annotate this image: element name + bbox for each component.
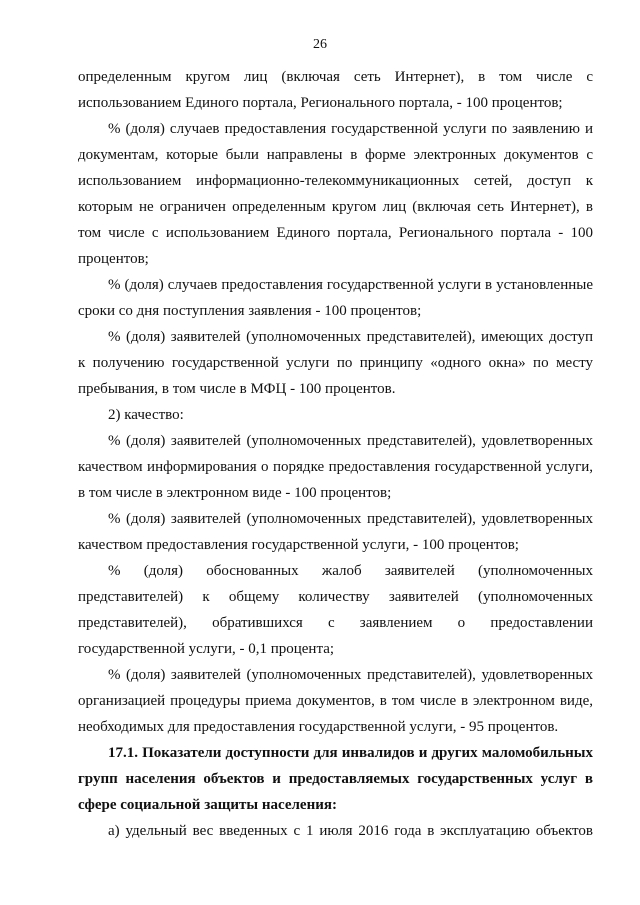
paragraph: % (доля) обоснованных жалоб заявителей (уполномоченных представителей) к общему количеству заявителей (уполномоченных представителей), обратившихся с заявлением о предоставлении государственной услуги, - 0,1 процента; bbox=[78, 563, 593, 657]
paragraph: % (доля) заявителей (уполномоченных представителей), удовлетворенных качеством предоставления государственной услуги, - 100 процентов; bbox=[78, 511, 593, 553]
page-number: 26 bbox=[313, 37, 327, 52]
paragraph: % (доля) заявителей (уполномоченных представителей), удовлетворенных организацией процедуры приема документов, в том числе в электронном виде, необходимых для предоставления государственной услуги, - 95 процентов. bbox=[78, 667, 593, 735]
paragraph: % (доля) случаев предоставления государственной услуги по заявлению и документам, которые были направлены в форме электронных документов с использованием информационно-телекоммуникационных сетей, доступ к которым не ограничен определенным кругом лиц (включая сеть Интернет), в том числе с использованием Единого портала, Регионального портала - 100 процентов; bbox=[78, 121, 593, 267]
document-body bbox=[78, 64, 593, 844]
paragraph: % (доля) заявителей (уполномоченных представителей), имеющих доступ к получению государственной услуги по принципу «одного окна» по месту пребывания, в том числе в МФЦ - 100 процентов. bbox=[78, 329, 593, 397]
paragraph: % (доля) случаев предоставления государственной услуги в установленные сроки со дня поступления заявления - 100 процентов; bbox=[78, 277, 593, 319]
paragraph: 2) качество: bbox=[108, 407, 184, 423]
paragraph: определенным кругом лиц (включая сеть Интернет), в том числе с использованием Единого портала, Регионального портала, - 100 процентов; bbox=[78, 69, 593, 111]
paragraph: % (доля) заявителей (уполномоченных представителей), удовлетворенных качеством информирования о порядке предоставления государственной услуги, в том числе в электронном виде - 100 процентов; bbox=[78, 433, 593, 501]
paragraph: а) удельный вес введенных с 1 июля 2016 года в эксплуатацию объектов bbox=[108, 823, 593, 839]
section-heading: 17.1. Показатели доступности для инвалидов и других маломобильных групп населения объектов и предоставляемых государственных услуг в сфере социальной защиты населения: bbox=[78, 745, 593, 813]
